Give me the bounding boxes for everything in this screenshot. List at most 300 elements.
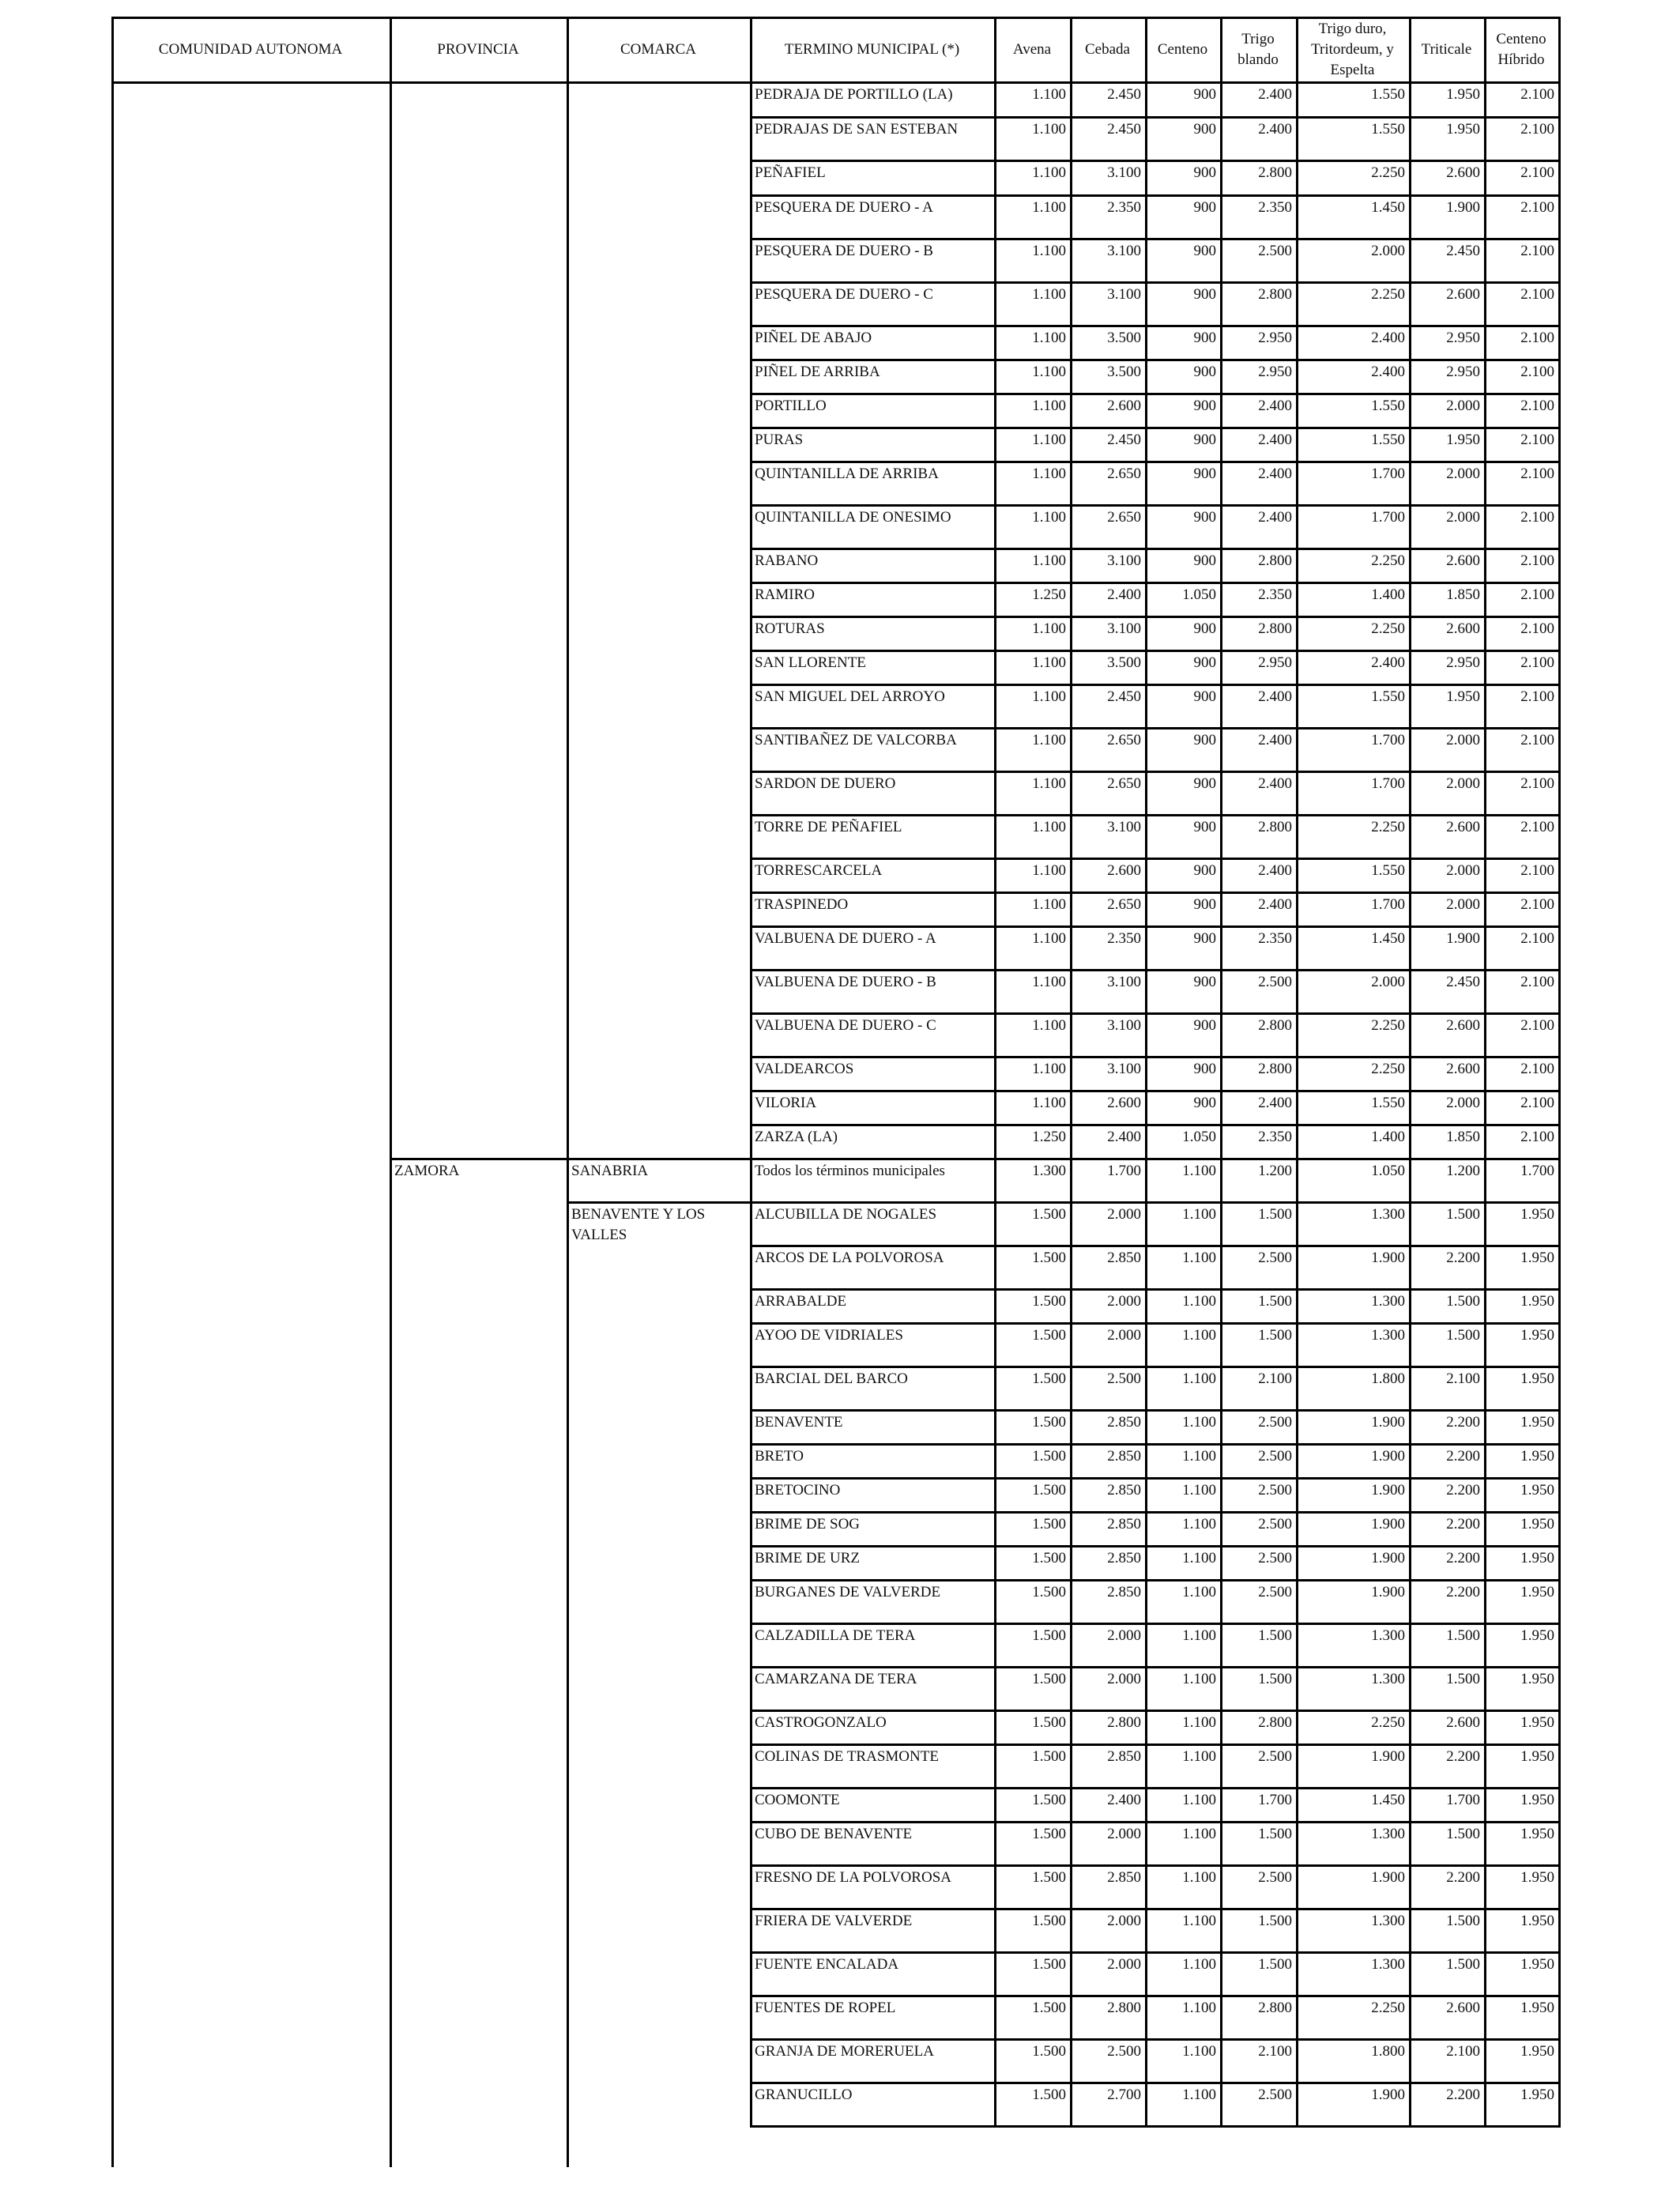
value-cell: 2.450 <box>1107 86 1141 103</box>
value-cell: 2.850 <box>1107 1550 1141 1566</box>
value-cell: 3.100 <box>1107 552 1141 569</box>
value-cell: 1.100 <box>1032 1017 1066 1034</box>
value-cell: 900 <box>1193 364 1216 380</box>
municipio-cell: VALDEARCOS <box>755 1061 854 1077</box>
value-cell: 2.100 <box>1446 2043 1480 2060</box>
municipio-cell: PIÑEL DE ARRIBA <box>755 364 880 380</box>
value-cell: 1.100 <box>1182 1293 1216 1310</box>
municipio-cell: SANTIBAÑEZ DE VALCORBA <box>755 732 957 748</box>
value-cell: 2.950 <box>1446 364 1480 380</box>
value-cell: 2.650 <box>1107 775 1141 792</box>
value-cell: 2.700 <box>1107 2087 1141 2103</box>
data-column-rule <box>1296 83 1298 2127</box>
column-header: Avena <box>1012 41 1052 58</box>
value-cell: 2.250 <box>1371 1061 1405 1077</box>
value-cell: 3.100 <box>1107 819 1141 835</box>
municipio-cell: AYOO DE VIDRIALES <box>755 1327 903 1344</box>
value-cell: 2.000 <box>1371 974 1405 990</box>
value-cell: 1.100 <box>1032 654 1066 671</box>
value-cell: 2.100 <box>1258 1370 1292 1387</box>
municipio-cell: FRESNO DE LA POLVOROSA <box>755 1869 951 1886</box>
value-cell: 1.950 <box>1446 432 1480 448</box>
value-cell: 1.700 <box>1371 896 1405 913</box>
value-cell: 2.250 <box>1371 1017 1405 1034</box>
value-cell: 1.700 <box>1371 509 1405 526</box>
value-cell: 1.100 <box>1182 1250 1216 1266</box>
table-column-rule <box>390 17 392 2167</box>
value-cell: 1.500 <box>1446 1293 1480 1310</box>
value-cell: 1.100 <box>1032 398 1066 414</box>
value-cell: 1.100 <box>1032 199 1066 216</box>
value-cell: 1.700 <box>1371 466 1405 482</box>
value-cell: 1.100 <box>1032 819 1066 835</box>
value-cell: 1.100 <box>1182 1714 1216 1731</box>
value-cell: 1.900 <box>1371 2087 1405 2103</box>
municipio-cell: SARDON DE DUERO <box>755 775 896 792</box>
value-cell: 900 <box>1193 199 1216 216</box>
value-cell: 1.100 <box>1032 620 1066 637</box>
value-cell: 1.950 <box>1520 1792 1554 1808</box>
value-cell: 900 <box>1193 121 1216 138</box>
value-cell: 2.950 <box>1446 654 1480 671</box>
header-column-rule <box>1558 17 1561 83</box>
value-cell: 1.500 <box>1032 1206 1066 1223</box>
value-cell: 1.500 <box>1032 1913 1066 1929</box>
header-column-rule <box>1070 17 1072 83</box>
value-cell: 2.100 <box>1520 620 1554 637</box>
value-cell: 2.400 <box>1371 654 1405 671</box>
value-cell: 2.000 <box>1107 1627 1141 1644</box>
value-cell: 1.100 <box>1032 732 1066 748</box>
value-cell: 2.400 <box>1258 688 1292 705</box>
value-cell: 2.850 <box>1107 1869 1141 1886</box>
value-cell: 1.100 <box>1182 1448 1216 1465</box>
value-cell: 2.100 <box>1520 364 1554 380</box>
value-cell: 1.500 <box>1258 1913 1292 1929</box>
value-cell: 2.350 <box>1107 199 1141 216</box>
value-cell: 1.100 <box>1032 466 1066 482</box>
value-cell: 1.300 <box>1371 1327 1405 1344</box>
value-cell: 1.250 <box>1032 586 1066 603</box>
value-cell: 1.950 <box>1520 1584 1554 1600</box>
value-cell: 1.500 <box>1258 1293 1292 1310</box>
value-cell: 1.500 <box>1258 1956 1292 1973</box>
value-cell: 1.500 <box>1032 1516 1066 1532</box>
municipio-cell: SAN MIGUEL DEL ARROYO <box>755 688 945 705</box>
municipio-cell: BENAVENTE <box>755 1414 843 1431</box>
value-cell: 2.500 <box>1107 2043 1141 2060</box>
value-cell: 1.950 <box>1520 1956 1554 1973</box>
value-cell: 1.300 <box>1371 1627 1405 1644</box>
value-cell: 2.100 <box>1520 974 1554 990</box>
value-cell: 2.200 <box>1446 1550 1480 1566</box>
value-cell: 900 <box>1193 552 1216 569</box>
value-cell: 2.800 <box>1258 1061 1292 1077</box>
value-cell: 2.000 <box>1446 732 1480 748</box>
value-cell: 1.950 <box>1520 2087 1554 2103</box>
value-cell: 1.550 <box>1371 121 1405 138</box>
value-cell: 1.550 <box>1371 688 1405 705</box>
value-cell: 1.800 <box>1371 1370 1405 1387</box>
value-cell: 1.950 <box>1446 688 1480 705</box>
value-cell: 1.500 <box>1032 1448 1066 1465</box>
value-cell: 1.500 <box>1446 1913 1480 1929</box>
value-cell: 2.100 <box>1520 466 1554 482</box>
municipio-cell: PESQUERA DE DUERO - C <box>755 286 933 303</box>
value-cell: 2.200 <box>1446 1748 1480 1765</box>
value-cell: 2.800 <box>1258 2000 1292 2016</box>
municipio-cell: PEÑAFIEL <box>755 164 826 181</box>
value-cell: 900 <box>1193 862 1216 879</box>
data-column-rule <box>1409 83 1411 2127</box>
value-cell: 1.100 <box>1182 1482 1216 1498</box>
value-cell: 2.850 <box>1107 1516 1141 1532</box>
value-cell: 2.500 <box>1258 1516 1292 1532</box>
value-cell: 2.400 <box>1107 1129 1141 1145</box>
value-cell: 1.500 <box>1032 1550 1066 1566</box>
value-cell: 1.950 <box>1520 1482 1554 1498</box>
value-cell: 2.100 <box>1520 199 1554 216</box>
municipio-cell: ROTURAS <box>755 620 825 637</box>
value-cell: 1.950 <box>1520 1448 1554 1465</box>
municipio-cell: CAMARZANA DE TERA <box>755 1671 917 1687</box>
value-cell: 2.500 <box>1258 1448 1292 1465</box>
value-cell: 2.100 <box>1520 330 1554 346</box>
value-cell: 2.200 <box>1446 1250 1480 1266</box>
value-cell: 1.100 <box>1032 286 1066 303</box>
value-cell: 3.100 <box>1107 164 1141 181</box>
value-cell: 2.500 <box>1107 1370 1141 1387</box>
municipio-cell: RAMIRO <box>755 586 816 603</box>
value-cell: 1.100 <box>1032 688 1066 705</box>
value-cell: 2.650 <box>1107 896 1141 913</box>
value-cell: 1.900 <box>1446 199 1480 216</box>
header-column-rule <box>1484 17 1486 83</box>
value-cell: 1.400 <box>1371 586 1405 603</box>
value-cell: 3.100 <box>1107 1017 1141 1034</box>
value-cell: 2.650 <box>1107 466 1141 482</box>
value-cell: 1.900 <box>1371 1550 1405 1566</box>
value-cell: 2.100 <box>1520 286 1554 303</box>
value-cell: 3.100 <box>1107 1061 1141 1077</box>
value-cell: 1.850 <box>1446 586 1480 603</box>
value-cell: 1.100 <box>1182 1163 1216 1179</box>
value-cell: 1.500 <box>1032 1714 1066 1731</box>
municipio-cell: PEDRAJA DE PORTILLO (LA) <box>755 86 953 103</box>
value-cell: 3.100 <box>1107 974 1141 990</box>
value-cell: 2.000 <box>1107 1956 1141 1973</box>
value-cell: 2.100 <box>1520 121 1554 138</box>
value-cell: 2.000 <box>1446 398 1480 414</box>
value-cell: 1.100 <box>1032 86 1066 103</box>
column-header: Trigo blando <box>1237 31 1279 68</box>
value-cell: 2.200 <box>1446 1516 1480 1532</box>
value-cell: 2.500 <box>1258 1250 1292 1266</box>
value-cell: 1.950 <box>1520 1869 1554 1886</box>
value-cell: 1.050 <box>1182 586 1216 603</box>
value-cell: 3.500 <box>1107 330 1141 346</box>
value-cell: 1.950 <box>1520 1826 1554 1842</box>
value-cell: 2.600 <box>1107 398 1141 414</box>
value-cell: 1.100 <box>1032 896 1066 913</box>
municipio-cell: VALBUENA DE DUERO - C <box>755 1017 936 1034</box>
value-cell: 2.800 <box>1107 1714 1141 1731</box>
value-cell: 2.000 <box>1446 466 1480 482</box>
value-cell: 1.900 <box>1371 1748 1405 1765</box>
value-cell: 1.500 <box>1446 1671 1480 1687</box>
value-cell: 1.950 <box>1520 1748 1554 1765</box>
value-cell: 2.200 <box>1446 1414 1480 1431</box>
value-cell: 2.100 <box>1446 1370 1480 1387</box>
value-cell: 2.650 <box>1107 732 1141 748</box>
value-cell: 1.100 <box>1032 121 1066 138</box>
row-rule <box>750 2125 1561 2128</box>
column-header: Centeno Híbrido <box>1496 31 1546 68</box>
value-cell: 1.500 <box>1032 1250 1066 1266</box>
header-column-rule <box>1145 17 1147 83</box>
value-cell: 2.600 <box>1446 819 1480 835</box>
municipio-cell: TRASPINEDO <box>755 896 849 913</box>
value-cell: 1.500 <box>1446 1956 1480 1973</box>
value-cell: 1.100 <box>1182 1913 1216 1929</box>
value-cell: 2.800 <box>1258 819 1292 835</box>
data-column-rule <box>994 83 996 2127</box>
value-cell: 2.400 <box>1107 586 1141 603</box>
municipio-cell: PESQUERA DE DUERO - B <box>755 243 933 259</box>
value-cell: 2.200 <box>1446 1482 1480 1498</box>
value-cell: 2.200 <box>1446 2087 1480 2103</box>
municipio-cell: GRANJA DE MORERUELA <box>755 2043 934 2060</box>
value-cell: 2.950 <box>1258 654 1292 671</box>
header-top-rule <box>111 17 1561 19</box>
data-column-rule <box>1484 83 1486 2127</box>
value-cell: 2.000 <box>1446 1095 1480 1111</box>
column-header: COMARCA <box>620 41 697 58</box>
value-cell: 900 <box>1193 1095 1216 1111</box>
value-cell: 1.100 <box>1182 1748 1216 1765</box>
value-cell: 1.450 <box>1371 930 1405 947</box>
value-cell: 1.100 <box>1182 1370 1216 1387</box>
value-cell: 2.100 <box>1520 775 1554 792</box>
municipio-cell: ARCOS DE LA POLVOROSA <box>755 1250 944 1266</box>
value-cell: 1.100 <box>1182 1671 1216 1687</box>
value-cell: 2.600 <box>1446 552 1480 569</box>
value-cell: 2.100 <box>1520 732 1554 748</box>
value-cell: 2.400 <box>1258 466 1292 482</box>
value-cell: 1.700 <box>1371 775 1405 792</box>
value-cell: 900 <box>1193 1017 1216 1034</box>
value-cell: 2.450 <box>1107 121 1141 138</box>
municipio-cell: GRANUCILLO <box>755 2087 853 2103</box>
value-cell: 1.500 <box>1032 1482 1066 1498</box>
value-cell: 2.800 <box>1258 552 1292 569</box>
value-cell: 2.600 <box>1107 862 1141 879</box>
value-cell: 1.900 <box>1371 1448 1405 1465</box>
value-cell: 2.800 <box>1258 1017 1292 1034</box>
value-cell: 1.500 <box>1032 1748 1066 1765</box>
value-cell: 1.100 <box>1182 1826 1216 1842</box>
value-cell: 1.100 <box>1032 775 1066 792</box>
value-cell: 1.950 <box>1520 1327 1554 1344</box>
value-cell: 1.100 <box>1182 1206 1216 1223</box>
value-cell: 2.400 <box>1258 732 1292 748</box>
value-cell: 2.650 <box>1107 509 1141 526</box>
value-cell: 2.250 <box>1371 552 1405 569</box>
value-cell: 2.200 <box>1446 1448 1480 1465</box>
value-cell: 1.100 <box>1032 243 1066 259</box>
value-cell: 1.500 <box>1032 1293 1066 1310</box>
value-cell: 1.100 <box>1182 2087 1216 2103</box>
municipio-cell: VALBUENA DE DUERO - B <box>755 974 936 990</box>
municipio-cell: SAN LLORENTE <box>755 654 866 671</box>
value-cell: 2.100 <box>1520 432 1554 448</box>
value-cell: 1.800 <box>1371 2043 1405 2060</box>
municipio-cell: CASTROGONZALO <box>755 1714 887 1731</box>
value-cell: 900 <box>1193 819 1216 835</box>
value-cell: 1.300 <box>1371 1206 1405 1223</box>
value-cell: 2.600 <box>1107 1095 1141 1111</box>
value-cell: 2.100 <box>1520 1061 1554 1077</box>
value-cell: 2.500 <box>1258 1414 1292 1431</box>
value-cell: 2.400 <box>1258 862 1292 879</box>
value-cell: 900 <box>1193 896 1216 913</box>
value-cell: 1.300 <box>1371 1293 1405 1310</box>
municipio-cell: FUENTES DE ROPEL <box>755 2000 896 2016</box>
value-cell: 1.500 <box>1258 1826 1292 1842</box>
value-cell: 2.000 <box>1107 1671 1141 1687</box>
municipio-cell: ARRABALDE <box>755 1293 847 1310</box>
municipio-cell: BRIME DE URZ <box>755 1550 860 1566</box>
table-column-rule <box>567 17 569 2167</box>
value-cell: 2.100 <box>1520 1017 1554 1034</box>
value-cell: 2.000 <box>1446 509 1480 526</box>
value-cell: 1.100 <box>1182 2043 1216 2060</box>
value-cell: 900 <box>1193 398 1216 414</box>
value-cell: 2.850 <box>1107 1584 1141 1600</box>
value-cell: 2.600 <box>1446 286 1480 303</box>
value-cell: 1.100 <box>1032 164 1066 181</box>
municipio-cell: QUINTANILLA DE ONESIMO <box>755 509 951 526</box>
value-cell: 1.300 <box>1032 1163 1066 1179</box>
municipio-cell: BRETO <box>755 1448 804 1465</box>
municipio-cell: BRIME DE SOG <box>755 1516 861 1532</box>
value-cell: 2.400 <box>1371 364 1405 380</box>
column-header: Trigo duro, Tritordeum, y Espelta <box>1311 21 1394 78</box>
value-cell: 2.600 <box>1446 2000 1480 2016</box>
value-cell: 2.400 <box>1258 896 1292 913</box>
value-cell: 2.000 <box>1446 775 1480 792</box>
value-cell: 1.100 <box>1182 1516 1216 1532</box>
value-cell: 1.900 <box>1371 1869 1405 1886</box>
column-header: Triticale <box>1421 41 1472 58</box>
data-column-rule <box>1558 83 1561 2127</box>
value-cell: 1.400 <box>1371 1129 1405 1145</box>
value-cell: 1.100 <box>1182 1956 1216 1973</box>
value-cell: 1.700 <box>1107 1163 1141 1179</box>
municipio-cell: COLINAS DE TRASMONTE <box>755 1748 939 1765</box>
value-cell: 2.000 <box>1107 1327 1141 1344</box>
municipio-cell: TORRE DE PEÑAFIEL <box>755 819 902 835</box>
value-cell: 2.250 <box>1371 620 1405 637</box>
value-cell: 1.850 <box>1446 1129 1480 1145</box>
value-cell: 1.300 <box>1371 1913 1405 1929</box>
municipio-cell: PIÑEL DE ABAJO <box>755 330 872 346</box>
value-cell: 1.500 <box>1446 1826 1480 1842</box>
value-cell: 2.400 <box>1107 1792 1141 1808</box>
value-cell: 900 <box>1193 974 1216 990</box>
municipio-cell: TORRESCARCELA <box>755 862 883 879</box>
value-cell: 1.500 <box>1032 1792 1066 1808</box>
value-cell: 1.300 <box>1371 1956 1405 1973</box>
value-cell: 900 <box>1193 164 1216 181</box>
municipio-cell: BARCIAL DEL BARCO <box>755 1370 908 1387</box>
value-cell: 1.300 <box>1371 1826 1405 1842</box>
header-column-rule <box>1220 17 1222 83</box>
data-column-rule <box>750 83 752 2127</box>
column-header: Centeno <box>1157 41 1208 58</box>
value-cell: 2.000 <box>1107 1913 1141 1929</box>
value-cell: 1.550 <box>1371 1095 1405 1111</box>
value-cell: 2.850 <box>1107 1448 1141 1465</box>
value-cell: 3.500 <box>1107 654 1141 671</box>
value-cell: 1.500 <box>1032 1584 1066 1600</box>
value-cell: 2.200 <box>1446 1869 1480 1886</box>
municipio-cell: PEDRAJAS DE SAN ESTEBAN <box>755 121 959 138</box>
value-cell: 2.100 <box>1520 896 1554 913</box>
municipio-cell: VILORIA <box>755 1095 817 1111</box>
data-column-rule <box>1145 83 1147 2127</box>
value-cell: 2.850 <box>1107 1414 1141 1431</box>
value-cell: 1.900 <box>1371 1584 1405 1600</box>
value-cell: 1.100 <box>1182 1327 1216 1344</box>
value-cell: 1.950 <box>1520 1714 1554 1731</box>
value-cell: 1.050 <box>1371 1163 1405 1179</box>
value-cell: 1.550 <box>1371 432 1405 448</box>
value-cell: 3.100 <box>1107 286 1141 303</box>
value-cell: 900 <box>1193 930 1216 947</box>
value-cell: 1.100 <box>1182 1627 1216 1644</box>
value-cell: 3.100 <box>1107 243 1141 259</box>
value-cell: 2.800 <box>1258 1714 1292 1731</box>
value-cell: 1.700 <box>1446 1792 1480 1808</box>
value-cell: 2.000 <box>1371 243 1405 259</box>
value-cell: 1.500 <box>1032 2043 1066 2060</box>
column-header: TERMINO MUNICIPAL (*) <box>784 41 960 58</box>
municipio-cell: FUENTE ENCALADA <box>755 1956 899 1973</box>
value-cell: 900 <box>1193 432 1216 448</box>
value-cell: 1.900 <box>1371 1516 1405 1532</box>
value-cell: 2.400 <box>1371 330 1405 346</box>
value-cell: 2.500 <box>1258 1584 1292 1600</box>
value-cell: 1.500 <box>1446 1327 1480 1344</box>
value-cell: 1.500 <box>1032 1327 1066 1344</box>
column-header: PROVINCIA <box>437 41 519 58</box>
value-cell: 2.100 <box>1520 509 1554 526</box>
municipio-cell: RABANO <box>755 552 819 569</box>
value-cell: 2.100 <box>1520 1129 1554 1145</box>
data-column-rule <box>1070 83 1072 2127</box>
value-cell: 1.700 <box>1258 1792 1292 1808</box>
municipio-cell: ZARZA (LA) <box>755 1129 838 1145</box>
value-cell: 1.950 <box>1520 1206 1554 1223</box>
value-cell: 2.800 <box>1258 164 1292 181</box>
value-cell: 1.500 <box>1258 1671 1292 1687</box>
value-cell: 2.350 <box>1107 930 1141 947</box>
value-cell: 2.400 <box>1258 1095 1292 1111</box>
value-cell: 1.550 <box>1371 398 1405 414</box>
value-cell: 1.500 <box>1032 1826 1066 1842</box>
table-column-rule <box>111 17 114 2167</box>
